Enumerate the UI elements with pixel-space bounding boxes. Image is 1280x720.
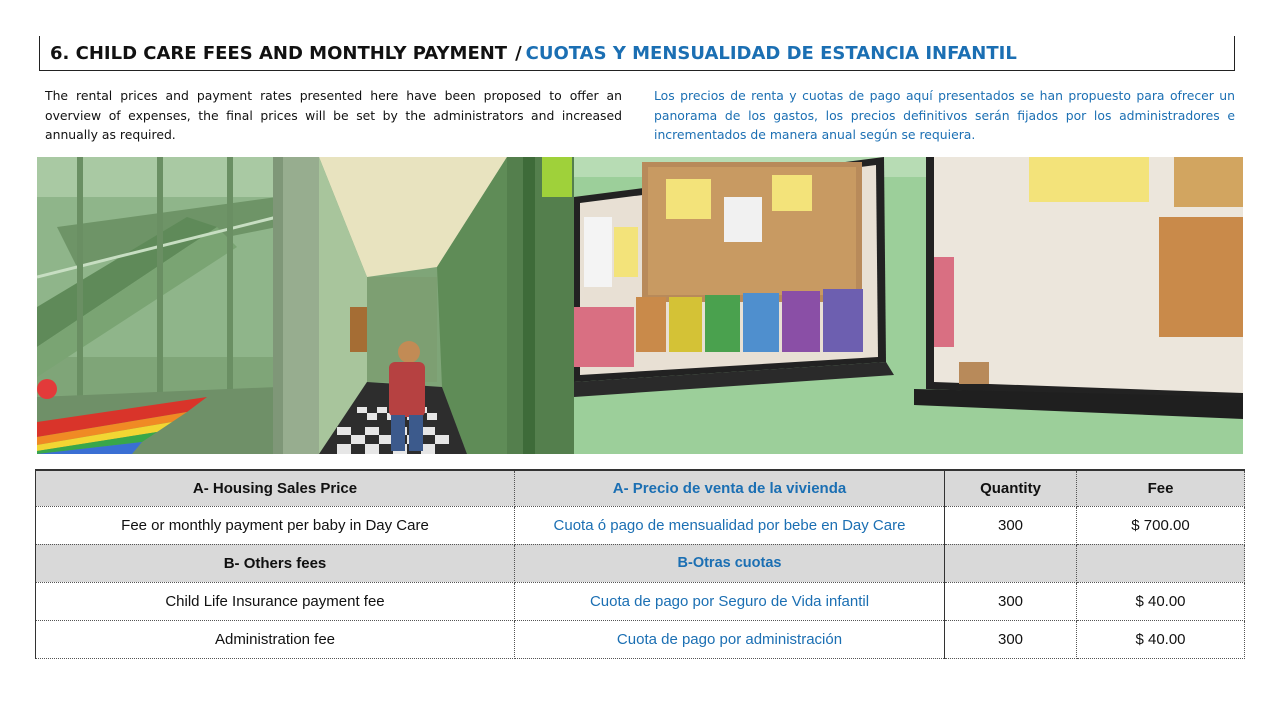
title-english: 6. CHILD CARE FEES AND MONTHLY PAYMENT: [50, 42, 508, 64]
section-b-english: B- Others fees: [36, 544, 515, 582]
row-quantity: 300: [945, 506, 1077, 544]
row-spanish: Cuota ó pago de mensualidad por bebe en Day Care: [515, 506, 945, 544]
row-spanish: Cuota de pago por Seguro de Vida infantil: [515, 582, 945, 620]
title-separator: /: [515, 42, 522, 64]
row-spanish: Cuota de pago por administración: [515, 620, 945, 658]
section-b-quantity: [945, 544, 1077, 582]
header-fee: Fee: [1077, 470, 1245, 506]
table-row: [36, 620, 1245, 658]
header-english: A- Housing Sales Price: [36, 470, 515, 506]
corridor-rendering-image: [37, 157, 574, 454]
row-quantity: 300: [945, 582, 1077, 620]
section-b-header-row: [36, 544, 1245, 582]
header-spanish: A- Precio de venta de la vivienda: [515, 470, 945, 506]
intro-spanish: Los precios de renta y cuotas de pago aquí presentados se han propuesto para ofrecer un panorama de los gastos, los precios definitivos serán fijados por los administradores e incrementados de manera anual según se requiera.: [654, 88, 1235, 142]
row-english: Administration fee: [36, 620, 515, 658]
fees-table: [35, 469, 1245, 659]
header-quantity: Quantity: [945, 470, 1077, 506]
row-quantity: 300: [945, 620, 1077, 658]
row-english: Fee or monthly payment per baby in Day Care: [36, 506, 515, 544]
section-b-spanish: B-Otras cuotas: [515, 544, 945, 582]
section-b-fee: [1077, 544, 1245, 582]
title-spanish: CUOTAS Y MENSUALIDAD DE ESTANCIA INFANTIL: [525, 42, 1017, 64]
row-english: Child Life Insurance payment fee: [36, 582, 515, 620]
table-header-row: [36, 470, 1245, 506]
classroom-wall-rendering-image: [574, 157, 1243, 454]
row-fee: $ 40.00: [1077, 582, 1245, 620]
table-row: [36, 582, 1245, 620]
row-fee: $ 40.00: [1077, 620, 1245, 658]
row-fee: $ 700.00: [1077, 506, 1245, 544]
table-row: [36, 506, 1245, 544]
page-title: [39, 36, 1235, 71]
intro-english: The rental prices and payment rates presented here have been proposed to offer an overview of expenses, the final prices will be set by the administrators and increased annually as required.: [45, 88, 622, 142]
